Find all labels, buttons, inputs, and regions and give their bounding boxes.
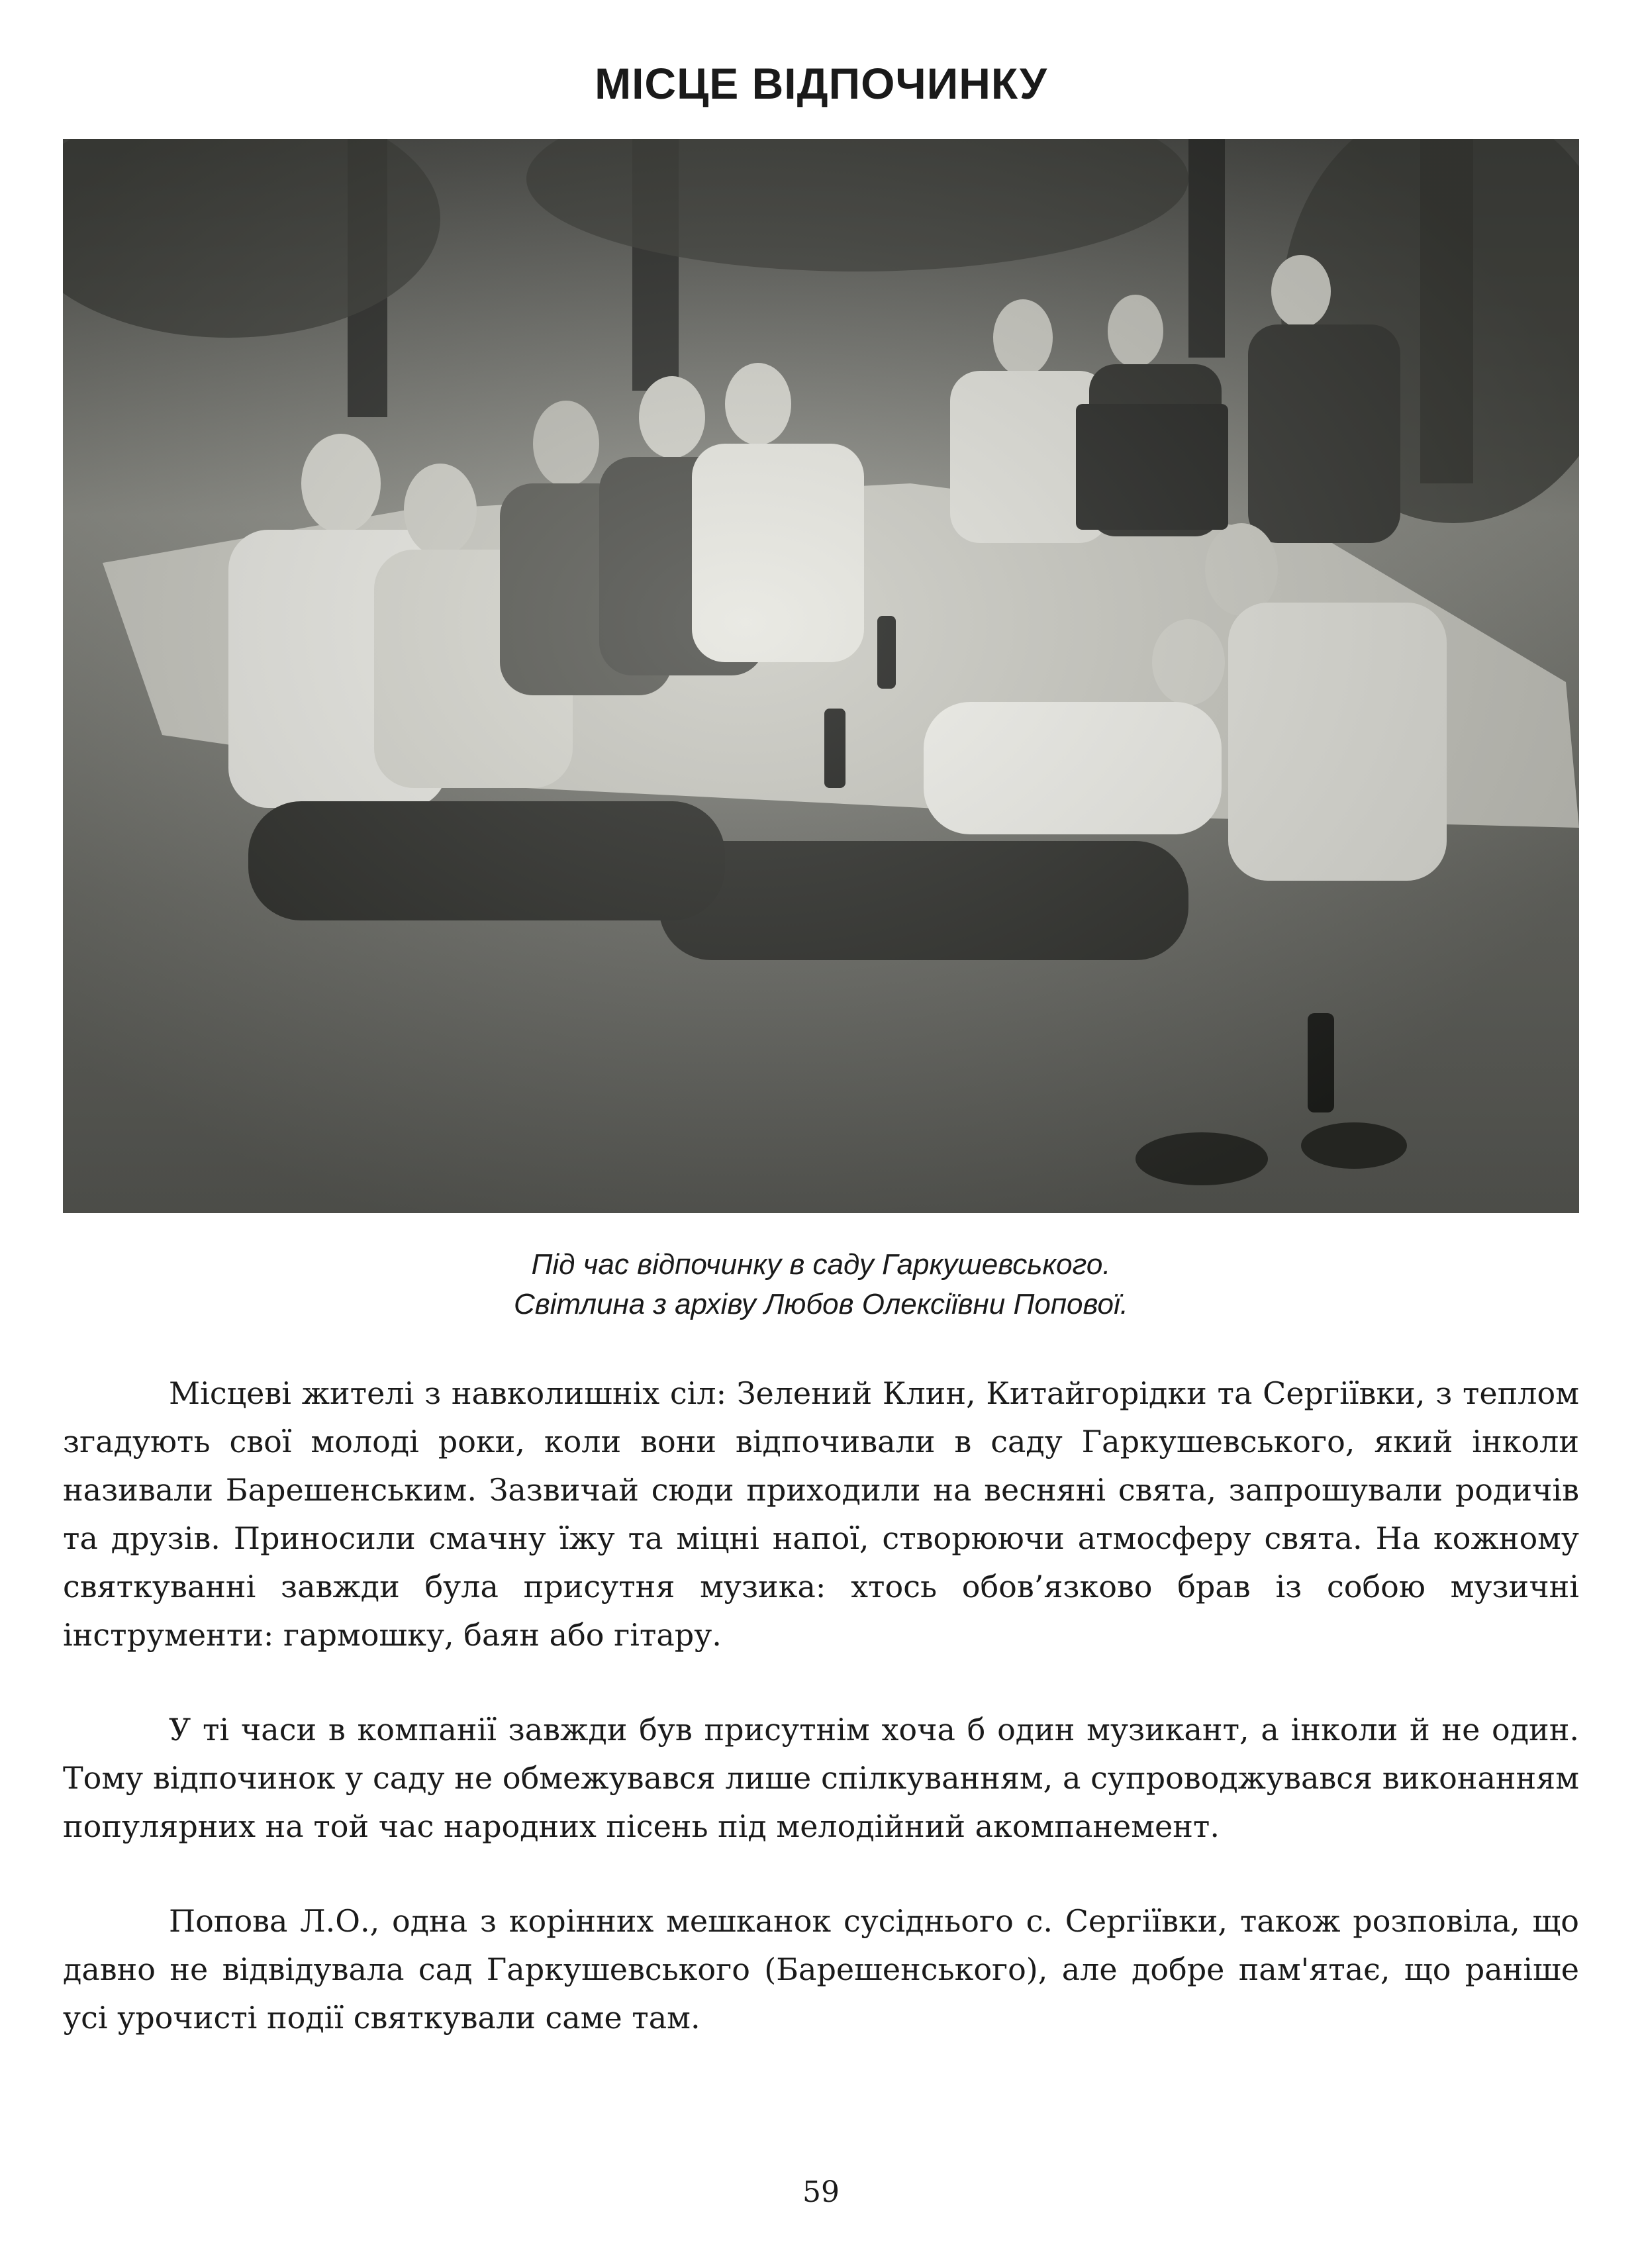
photo-caption bbox=[0, 1245, 1642, 1324]
page-number: 59 bbox=[802, 2175, 840, 2209]
caption-line-1: Під час відпочинку в саду Гаркушевського. bbox=[531, 1248, 1111, 1281]
page-title: МІСЦЕ ВІДПОЧИНКУ bbox=[595, 59, 1047, 108]
paragraph: У ті часи в компанії завжди був присутнім хоча б один музикант, а інколи й не один. Тому відпочинок у саду не обмежувався лише спілкуванням, а супроводжувався виконанням популярних на той час народних пісень під мелодійний акомпанемент. bbox=[63, 1712, 1579, 1844]
archival-photo bbox=[63, 139, 1579, 1213]
paragraph: Місцеві жителі з навколишніх сіл: Зелений Клин, Китайгорідки та Сергіївки, з теплом згадують свої молоді роки, коли вони відпочивали в саду Гаркушевського, який інколи називали Барешенським. Зазвичай сюди приходили на весняні свята, запрошували родичів та друзів. Приносили смачну їжу та міцні напої, створюючи атмосферу свята. На кожному святкуванні завжди була присутня музика: хтось обов’язково брав із собою музичні інструменти: гармошку, баян або гітару. bbox=[63, 1375, 1579, 1653]
body-text bbox=[63, 1369, 1579, 2089]
caption-line-2: Світлина з архіву Любов Олексіївни Попової. bbox=[514, 1288, 1128, 1320]
paragraph: Попова Л.О., одна з корінних мешканок сусіднього с. Сергіївки, також розповіла, що давно не відвідувала сад Гаркушевського (Барешенського), але добре пам'ятає, що раніше усі урочисті події святкували саме там. bbox=[63, 1903, 1579, 2036]
